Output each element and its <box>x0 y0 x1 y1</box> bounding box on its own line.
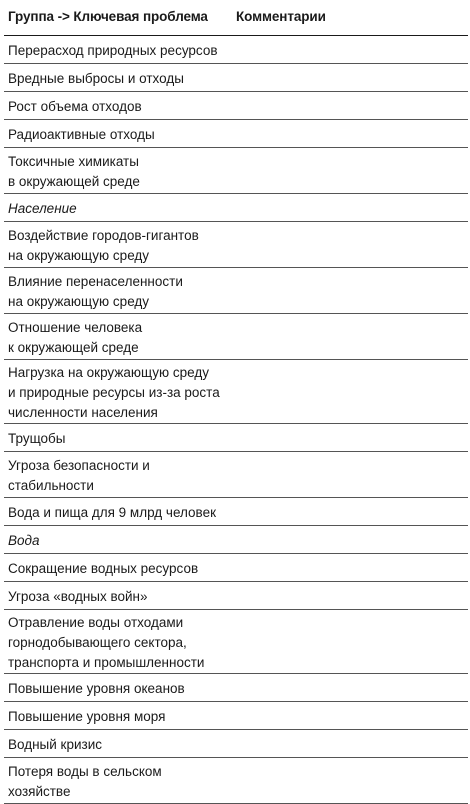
problem-label: Токсичные химикаты в окружающей среде <box>8 153 140 189</box>
table-body <box>4 36 468 804</box>
table-row <box>4 498 468 526</box>
table-row <box>4 702 468 730</box>
problem-label: Водный кризис <box>8 736 102 752</box>
table-row <box>4 452 468 498</box>
table-row <box>4 610 468 674</box>
table-row <box>4 424 468 452</box>
problems-table <box>4 0 468 804</box>
problem-label: Повышение уровня океанов <box>8 680 185 696</box>
table-row <box>4 92 468 120</box>
table-row <box>4 36 468 64</box>
table-row <box>4 674 468 702</box>
group-label: Население <box>8 200 77 216</box>
group-row <box>4 526 468 554</box>
table-row <box>4 120 468 148</box>
table-row <box>4 554 468 582</box>
problem-label: Трущобы <box>8 430 66 446</box>
table-row <box>4 582 468 610</box>
table-row <box>4 64 468 92</box>
problem-label: Отношение человека к окружающей среде <box>8 319 143 355</box>
table-row <box>4 222 468 268</box>
table-row <box>4 758 468 804</box>
header-comment: Комментарии <box>236 9 326 24</box>
problem-label: Сокращение водных ресурсов <box>8 560 199 576</box>
problem-label: Угроза «водных войн» <box>8 588 148 604</box>
problem-label: Отравление воды отходами горнодобывающего сектора, транспорта и промышленности <box>8 614 205 670</box>
problem-label: Радиоактивные отходы <box>8 126 155 142</box>
problem-label: Рост объема отходов <box>8 98 142 114</box>
problem-label: Воздействие городов-гигантов на окружающую среду <box>8 227 199 263</box>
table-row <box>4 268 468 314</box>
header-problem: Группа -> Ключевая проблема <box>8 9 208 24</box>
table-row <box>4 360 468 424</box>
problem-label: Вода и пища для 9 млрд человек <box>8 504 216 520</box>
group-label: Вода <box>8 532 40 548</box>
problem-label: Нагрузка на окружающую среду и природные ресурсы из-за роста численности населения <box>8 364 220 420</box>
table-header <box>4 0 468 36</box>
table-row <box>4 148 468 194</box>
problem-label: Влияние перенаселенности на окружающую среду <box>8 273 183 309</box>
table-row <box>4 730 468 758</box>
problem-label: Угроза безопасности и стабильности <box>8 457 150 493</box>
problem-label: Перерасход природных ресурсов <box>8 42 218 58</box>
table-row <box>4 314 468 360</box>
problem-label: Потеря воды в сельском хозяйстве <box>8 763 162 799</box>
problem-label: Вредные выбросы и отходы <box>8 70 184 86</box>
problem-label: Повышение уровня моря <box>8 708 166 724</box>
group-row <box>4 194 468 222</box>
